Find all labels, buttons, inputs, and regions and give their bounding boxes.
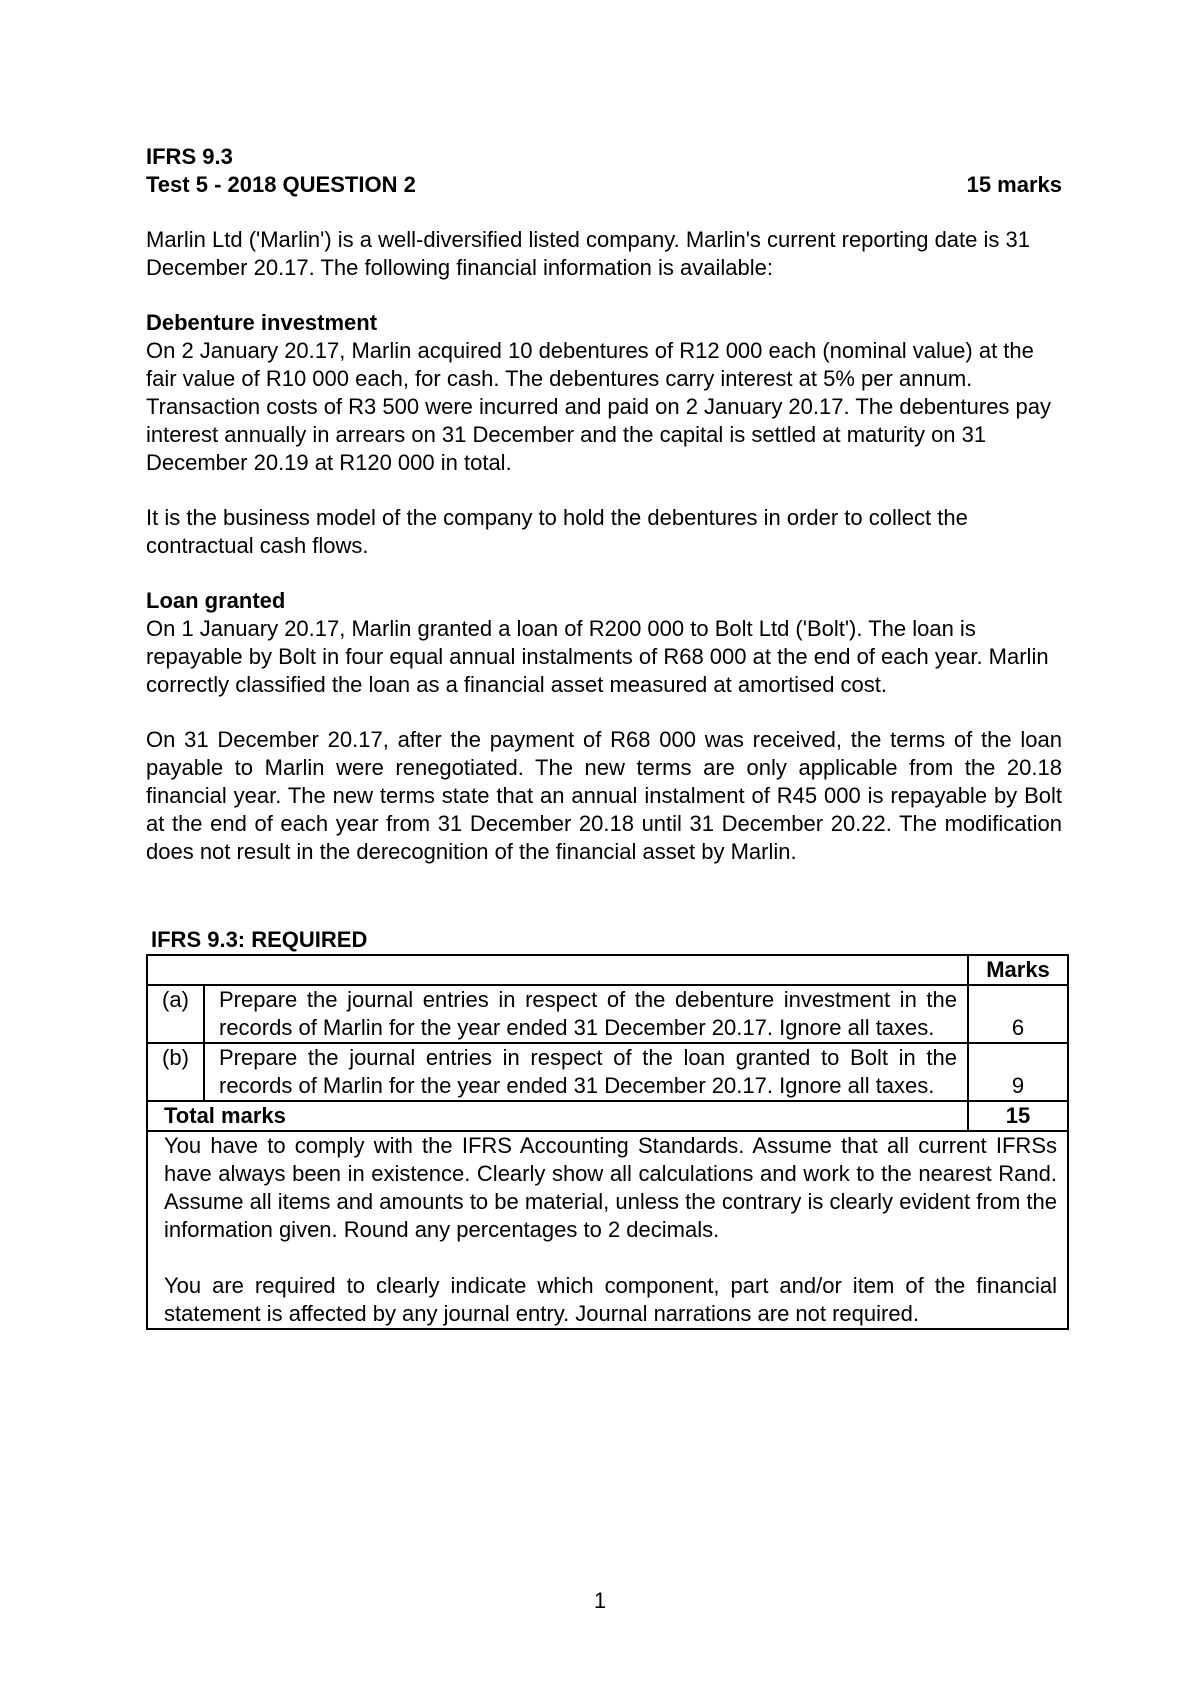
item-text: Prepare the journal entries in respect of the debenture investment in the records of Marlin for the year ended 31 December 20.17. Ignore all taxes.: [204, 985, 968, 1043]
item-text: Prepare the journal entries in respect of the loan granted to Bolt in the records of Marlin for the year ended 31 December 20.17. Ignore all taxes.: [204, 1043, 968, 1101]
total-row: [147, 1101, 1068, 1131]
item-label: (a): [147, 985, 204, 1043]
item-label: (b): [147, 1043, 204, 1101]
total-label: Total marks: [147, 1101, 968, 1131]
page-number: 1: [593, 1588, 607, 1613]
document-page: [146, 143, 1062, 1330]
table-header-row: [147, 955, 1068, 985]
loan-paragraph-1: On 1 January 20.17, Marlin granted a loan of R200 000 to Bolt Ltd ('Bolt'). The loan is repayable by Bolt in four equal annual instalments of R68 000 at the end of each year. Marlin correctly classified the loan as a financial asset measured at amortised cost.: [146, 616, 1049, 697]
debenture-heading: Debenture investment: [146, 310, 378, 335]
debenture-paragraph-1: On 2 January 20.17, Marlin acquired 10 debentures of R12 000 each (nominal value) at the fair value of R10 000 each, for cash. The debentures carry interest at 5% per annum. Transaction costs of R3 500 were incurred and paid on 2 January 20.17. The debentures pay interest annually in arrears on 31 December and the capital is settled at maturity on 31 December 20.19 at R120 000 in total.: [146, 338, 1052, 475]
required-table: [146, 954, 1069, 1330]
loan-heading: Loan granted: [146, 588, 286, 613]
total-marks: 15: [968, 1101, 1068, 1131]
debenture-paragraph-2: It is the business model of the company to hold the debentures in order to collect the contractual cash flows.: [146, 505, 968, 558]
intro-paragraph: Marlin Ltd ('Marlin') is a well-diversified listed company. Marlin's current reporting date is 31 December 20.17. The following financial information is available:: [146, 227, 1030, 280]
marks-header: Marks: [968, 955, 1068, 985]
question-title: Test 5 - 2018 QUESTION 2: [146, 172, 416, 197]
loan-paragraph-2: On 31 December 20.17, after the payment of R68 000 was received, the terms of the loan payable to Marlin were renegotiated. The new terms are only applicable from the 20.18 financial year. The new terms state that an annual instalment of R45 000 is repayable by Bolt at the end of each year from 31 December 20.18 until 31 December 20.22. The modification does not result in the derecognition of the financial asset by Marlin.: [146, 727, 1062, 864]
item-marks: 9: [968, 1043, 1068, 1101]
question-header: [146, 171, 1062, 199]
item-marks: 6: [968, 985, 1068, 1043]
table-row: [147, 985, 1068, 1043]
notes-row: [147, 1131, 1068, 1329]
note-paragraph-2: You are required to clearly indicate which component, part and/or item of the financial statement is affected by any journal entry. Journal narrations are not required.: [164, 1273, 1057, 1326]
table-row: [147, 1043, 1068, 1101]
section-code: IFRS 9.3: [146, 144, 233, 169]
note-paragraph-1: You have to comply with the IFRS Accounting Standards. Assume that all current IFRSs have always been in existence. Clearly show all calculations and work to the nearest Rand. Assume all items and amounts to be material, unless the contrary is clearly evident from the information given. Round any percentages to 2 decimals.: [164, 1133, 1057, 1242]
required-title: IFRS 9.3: REQUIRED: [151, 927, 368, 952]
question-marks: 15 marks: [966, 172, 1062, 197]
